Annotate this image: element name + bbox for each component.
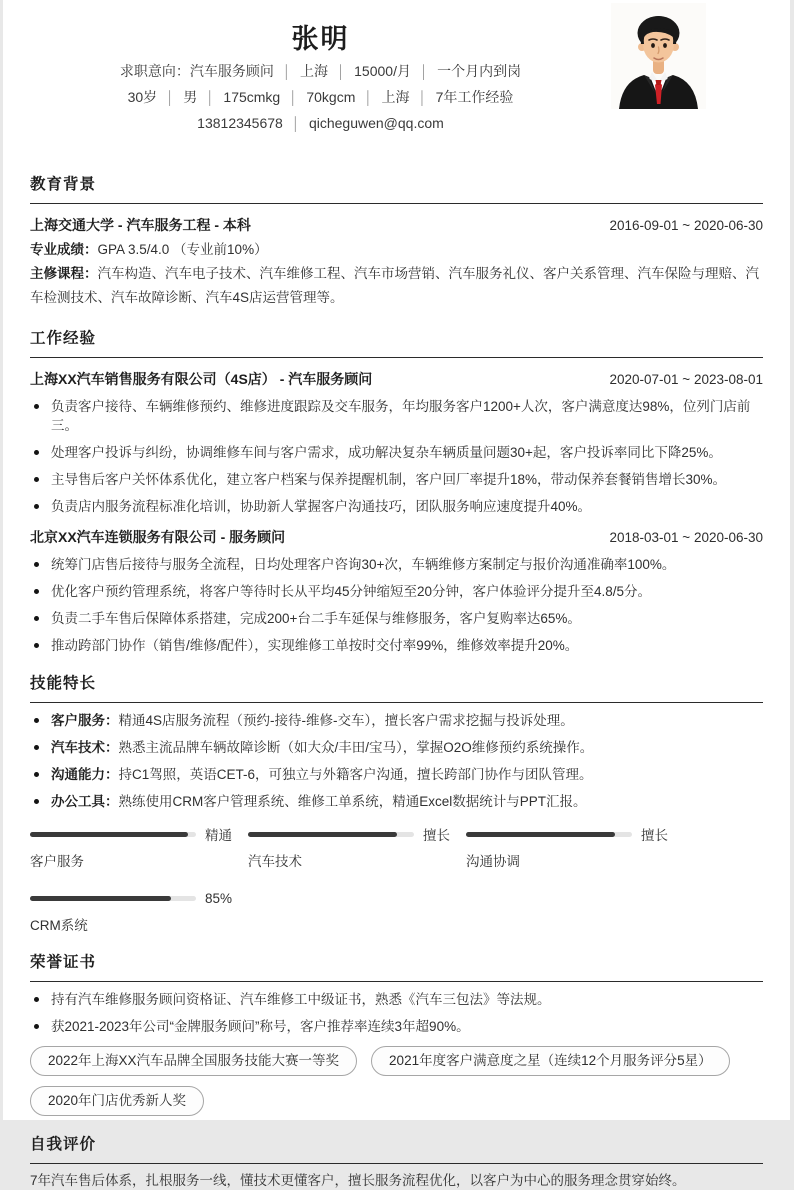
skill-desc: 熟悉主流品牌车辆故障诊断（如大众/丰田/宝马），掌握O2O维修预约系统操作。 — [118, 740, 594, 755]
job-bullets — [30, 555, 763, 655]
contact-line — [30, 111, 611, 136]
separator-bar: │ — [419, 64, 429, 79]
bar-track — [466, 832, 632, 837]
honor-badge: 2022年上海XX汽车品牌全国服务技能大赛一等奖 — [30, 1046, 357, 1076]
skill-bar-item — [466, 827, 684, 870]
bullet-dot — [34, 616, 39, 621]
honors-bullets — [30, 990, 763, 1036]
skill-label: 沟通能力： — [51, 767, 119, 782]
intent-label: 求职意向： — [119, 63, 190, 79]
bar-name: 客户服务 — [30, 854, 84, 869]
bullet-text — [51, 765, 593, 784]
courses-label: 主修课程： — [30, 266, 98, 281]
bar-name: 沟通协调 — [466, 854, 520, 869]
experience-title: 工作经验 — [30, 326, 763, 358]
section-self-evaluation — [30, 1132, 763, 1190]
gpa-label: 专业成绩： — [30, 242, 98, 257]
bar-level: 擅长 — [641, 828, 668, 843]
bullet-text: 优化客户预约管理系统，将客户等待时长从平均45分钟缩短至20分钟，客户体验评分提升至4.8/5分。 — [51, 584, 652, 599]
separator-bar: │ — [418, 90, 427, 105]
gpa-row — [30, 238, 763, 262]
separator-bar: │ — [166, 90, 175, 105]
separator-bar: │ — [337, 64, 346, 79]
honor-badge: 2021年度客户满意度之星（连续12个月服务评分5星） — [371, 1046, 730, 1076]
separator-bar: │ — [289, 90, 298, 105]
bullet-dot — [34, 450, 39, 455]
bullet-item — [30, 765, 763, 784]
separator-bar: │ — [291, 116, 300, 131]
candidate-name: 张明 — [291, 24, 350, 54]
age: 30岁 — [127, 89, 158, 105]
bullet-dot — [34, 589, 39, 594]
skill-desc: 熟练使用CRM客户管理系统、维修工单系统，精通Excel数据统计与PPT汇报。 — [118, 794, 587, 809]
job-dates: 2018-03-01 ~ 2020-06-30 — [609, 530, 763, 545]
bullet-text: 负责店内服务流程标准化培训，协助新人掌握客户沟通技巧，团队服务响应速度提升40%。 — [51, 499, 592, 514]
bullet-item — [30, 397, 763, 435]
gender: 男 — [183, 89, 198, 105]
bullet-item — [30, 443, 763, 462]
bar-name: 汽车技术 — [248, 854, 302, 869]
bullet-dot — [34, 477, 39, 482]
intent-position: 汽车服务顾问 — [189, 63, 274, 79]
section-experience — [30, 326, 763, 655]
education-dates: 2016-09-01 ~ 2020-06-30 — [609, 218, 763, 233]
job-dates: 2020-07-01 ~ 2023-08-01 — [609, 372, 763, 387]
bullet-item — [30, 497, 763, 516]
bullet-text — [51, 792, 587, 811]
gpa-value: GPA 3.5/4.0 （专业前10%） — [97, 242, 268, 257]
bullet-text: 推动跨部门协作（销售/维修/配件），实现维修工单按时交付率99%，维修效率提升20%。 — [51, 638, 579, 653]
job-header — [30, 527, 763, 547]
bullet-dot — [34, 997, 39, 1002]
education-entry-header — [30, 215, 763, 235]
intent-salary: 15000/月 — [354, 63, 411, 79]
bullet-item — [30, 792, 763, 811]
bar-fill — [466, 832, 615, 837]
bullet-item — [30, 711, 763, 730]
basic-info-line — [30, 85, 611, 110]
bullet-text: 主导售后客户关怀体系优化，建立客户档案与保养提醒机制，客户回厂率提升18%，带动保养套餐销售增长30%。 — [51, 472, 727, 487]
job-header — [30, 369, 763, 389]
section-honors — [30, 950, 763, 1116]
self-evaluation-text: 7年汽车售后体系，扎根服务一线，懂技术更懂客户，擅长服务流程优化，以客户为中心的服务理念贯穿始终。 — [30, 1173, 686, 1188]
resume-page — [3, 0, 790, 1188]
bullet-dot — [34, 1024, 39, 1029]
section-education — [30, 172, 763, 310]
skill-label: 办公工具： — [51, 794, 119, 809]
skill-bar-item — [248, 827, 466, 870]
resume-header — [30, 0, 763, 136]
bullet-text: 统筹门店售后接待与服务全流程，日均处理客户咨询30+次，车辆维修方案制定与报价沟通准确率100%。 — [51, 557, 676, 572]
bullet-dot — [34, 504, 39, 509]
bar-fill — [30, 832, 188, 837]
job-entry — [30, 369, 763, 516]
skill-desc: 持C1驾照，英语CET-6，可独立与外籍客户沟通，擅长跨部门协作与团队管理。 — [118, 767, 593, 782]
bullet-item — [30, 1017, 763, 1036]
bullet-item — [30, 555, 763, 574]
skills-bullets — [30, 711, 763, 811]
location: 上海 — [381, 89, 410, 105]
bullet-dot — [34, 562, 39, 567]
bullet-text: 处理客户投诉与纠纷，协调维修车间与客户需求，成功解决复杂车辆质量问题30+起，客户投诉率同比下降25%。 — [51, 445, 722, 460]
bullet-dot — [34, 643, 39, 648]
bullet-dot — [34, 745, 39, 750]
bullet-text: 获2021-2023年公司“金牌服务顾问”称号，客户推荐率连续3年超90%。 — [51, 1019, 470, 1034]
bullet-text: 持有汽车维修服务顾问资格证、汽车维修工中级证书，熟悉《汽车三包法》等法规。 — [51, 992, 551, 1007]
bar-fill — [248, 832, 397, 837]
skill-bars — [30, 827, 763, 934]
bullet-dot — [34, 404, 39, 409]
separator-bar: │ — [364, 90, 373, 105]
skill-bar-item — [30, 827, 248, 870]
company-position: 北京XX汽车连锁服务有限公司 - 服务顾问 — [30, 529, 286, 545]
separator-bar: │ — [206, 90, 215, 105]
bar-level: 擅长 — [423, 828, 450, 843]
bar-track — [30, 896, 196, 901]
job-intent-line — [30, 59, 611, 84]
bar-track — [248, 832, 414, 837]
self-evaluation-title: 自我评价 — [30, 1132, 763, 1164]
intent-city: 上海 — [300, 63, 329, 79]
education-title: 教育背景 — [30, 172, 763, 204]
courses-value: 汽车构造、汽车电子技术、汽车维修工程、汽车市场营销、汽车服务礼仪、客户关系管理、汽车保险与理赔、汽车检测技术、汽车故障诊断、汽车4S店运营管理等。 — [30, 266, 759, 305]
honors-title: 荣誉证书 — [30, 950, 763, 982]
school-degree: 上海交通大学 - 汽车服务工程 - 本科 — [30, 217, 251, 233]
bullet-item — [30, 609, 763, 628]
bar-track — [30, 832, 196, 837]
bullet-text: 负责二手车售后保障体系搭建，完成200+台二手车延保与维修服务，客户复购率达65%。 — [51, 611, 581, 626]
company-position: 上海XX汽车销售服务有限公司（4S店） - 汽车服务顾问 — [30, 371, 373, 387]
skill-label: 客户服务： — [51, 713, 119, 728]
courses-row — [30, 262, 763, 310]
honor-badge: 2020年门店优秀新人奖 — [30, 1086, 204, 1116]
bullet-item — [30, 470, 763, 489]
skill-desc: 精通4S店服务流程（预约-接待-维修-交车），擅长客户需求挖掘与投诉处理。 — [118, 713, 574, 728]
bullet-dot — [34, 718, 39, 723]
bullet-text — [51, 711, 574, 730]
skill-bar-item — [30, 891, 248, 934]
bar-fill — [30, 896, 171, 901]
bullet-item — [30, 738, 763, 757]
phone-number: 13812345678 — [197, 115, 283, 131]
bar-level: 85% — [205, 890, 233, 906]
weight: 70kgcm — [306, 89, 356, 105]
honor-badges — [30, 1046, 763, 1116]
height: 175cmkg — [223, 89, 281, 105]
bullet-item — [30, 582, 763, 601]
skills-title: 技能特长 — [30, 671, 763, 703]
bullet-text: 负责客户接待、车辆维修预约、维修进度跟踪及交车服务，年均服务客户1200+人次，客户满意度达98%，位列门店前三。 — [51, 399, 751, 433]
bullet-dot — [34, 799, 39, 804]
job-bullets — [30, 397, 763, 516]
education-details — [30, 238, 763, 310]
skill-label: 汽车技术： — [51, 740, 119, 755]
bullet-item — [30, 636, 763, 655]
experience-years: 7年工作经验 — [435, 89, 514, 105]
intent-availability: 一个月内到岗 — [437, 63, 522, 79]
profile-photo — [611, 3, 706, 109]
section-skills — [30, 671, 763, 934]
job-entry — [30, 527, 763, 655]
bullet-item — [30, 990, 763, 1009]
bullet-text — [51, 738, 593, 757]
bar-level: 精通 — [205, 828, 232, 843]
bar-name: CRM系统 — [30, 918, 88, 933]
bullet-dot — [34, 772, 39, 777]
email-address: qicheguwen@qq.com — [308, 115, 444, 131]
separator-bar: │ — [282, 64, 292, 79]
